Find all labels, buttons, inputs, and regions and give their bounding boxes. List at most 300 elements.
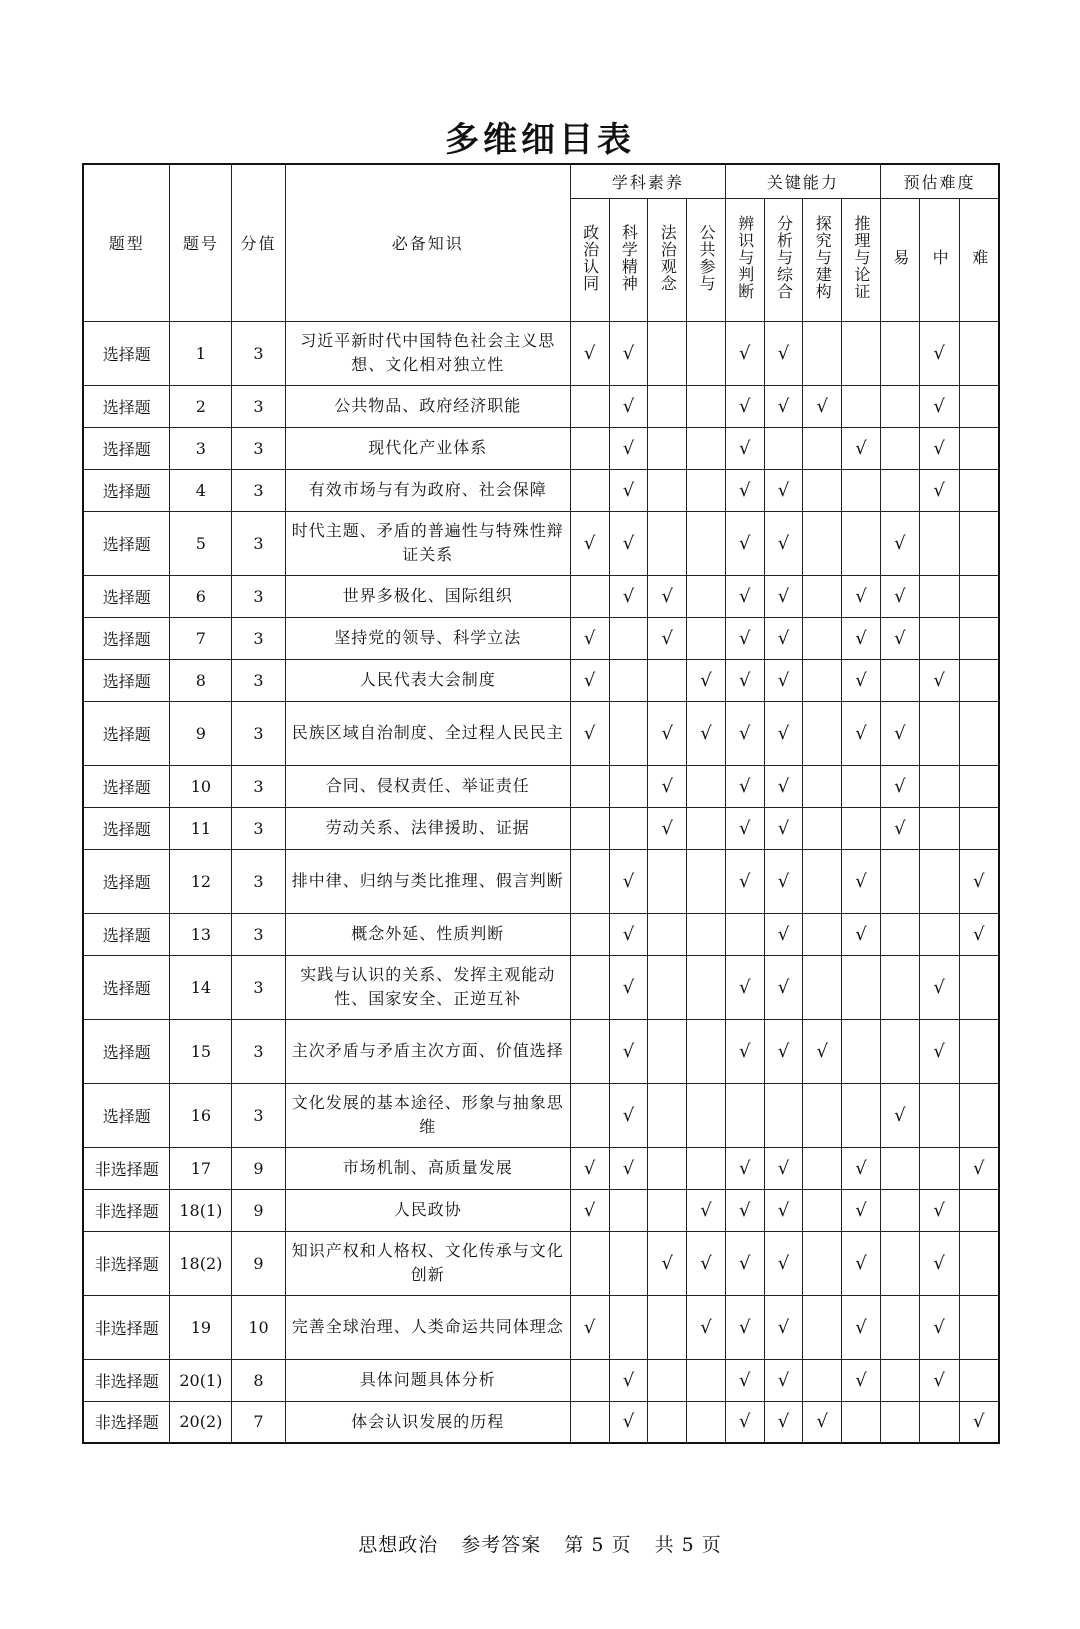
check-mark-icon: √ [583, 342, 596, 364]
cell-4 [725, 913, 764, 955]
header-score: 分值 [232, 164, 285, 321]
cell-10 [959, 1295, 999, 1359]
cell-number: 17 [170, 1147, 232, 1189]
table-row [83, 1359, 999, 1401]
cell-2 [648, 1083, 687, 1147]
cell-number: 6 [170, 575, 232, 617]
cell-10 [959, 659, 999, 701]
check-mark-icon: √ [739, 976, 751, 998]
cell-5 [764, 575, 803, 617]
header-group-literacy: 学科素养 [570, 164, 725, 198]
header-sub-label: 政治认同 [580, 223, 600, 292]
cell-knowledge: 坚持党的领导、科学立法 [285, 617, 570, 659]
cell-9 [919, 849, 959, 913]
cell-1 [609, 1019, 648, 1083]
table-row [83, 1401, 999, 1443]
check-mark-icon: √ [855, 1252, 867, 1274]
table-row [83, 469, 999, 511]
cell-7 [842, 1295, 881, 1359]
cell-type: 非选择题 [83, 1401, 170, 1443]
page-title: 多维细目表 [445, 120, 635, 160]
cell-0 [570, 1147, 609, 1189]
cell-6 [803, 849, 842, 913]
check-mark-icon: √ [583, 1199, 596, 1221]
cell-score: 9 [232, 1189, 285, 1231]
cell-number: 4 [170, 469, 232, 511]
cell-2 [648, 807, 687, 849]
cell-6 [803, 1189, 842, 1231]
check-mark-icon: √ [777, 342, 790, 364]
cell-1 [609, 955, 648, 1019]
cell-4 [725, 575, 764, 617]
cell-type: 选择题 [83, 807, 170, 849]
cell-7 [842, 1359, 881, 1401]
check-mark-icon: √ [700, 1316, 712, 1338]
cell-9 [919, 575, 959, 617]
check-mark-icon: √ [933, 395, 945, 417]
check-mark-icon: √ [661, 585, 673, 607]
cell-number: 14 [170, 955, 232, 1019]
check-mark-icon: √ [622, 585, 635, 607]
check-mark-icon: √ [622, 976, 635, 998]
cell-9 [919, 701, 959, 765]
cell-0 [570, 1401, 609, 1443]
header-sub-label: 分析与综合 [774, 215, 794, 300]
cell-5 [764, 955, 803, 1019]
cell-3 [687, 807, 726, 849]
cell-score: 8 [232, 1359, 285, 1401]
cell-3 [687, 1359, 726, 1401]
cell-5 [764, 1401, 803, 1443]
cell-type: 选择题 [83, 1083, 170, 1147]
cell-number: 18(1) [170, 1189, 232, 1231]
cell-2 [648, 913, 687, 955]
cell-3 [687, 1295, 726, 1359]
check-mark-icon: √ [739, 1369, 751, 1391]
check-mark-icon: √ [933, 479, 945, 501]
cell-9 [919, 321, 959, 385]
cell-number: 7 [170, 617, 232, 659]
check-mark-icon: √ [583, 722, 596, 744]
header-sub-3 [687, 198, 726, 321]
check-mark-icon: √ [622, 923, 635, 945]
cell-type: 选择题 [83, 321, 170, 385]
cell-number: 10 [170, 765, 232, 807]
cell-10 [959, 469, 999, 511]
cell-1 [609, 1401, 648, 1443]
cell-6 [803, 385, 842, 427]
check-mark-icon: √ [855, 627, 867, 649]
header-sub-label: 易 [890, 249, 910, 266]
cell-0 [570, 701, 609, 765]
check-mark-icon: √ [855, 722, 867, 744]
footer-doc: 参考答案 [461, 1534, 542, 1556]
header-sub-8 [880, 198, 919, 321]
cell-1 [609, 913, 648, 955]
check-mark-icon: √ [933, 1199, 945, 1221]
cell-score: 3 [232, 427, 285, 469]
cell-5 [764, 1231, 803, 1295]
check-mark-icon: √ [622, 342, 635, 364]
cell-10 [959, 701, 999, 765]
cell-9 [919, 765, 959, 807]
cell-type: 选择题 [83, 849, 170, 913]
cell-knowledge: 公共物品、政府经济职能 [285, 385, 570, 427]
cell-3 [687, 575, 726, 617]
check-mark-icon: √ [855, 1199, 867, 1221]
header-sub-label: 探究与建构 [813, 215, 833, 300]
check-mark-icon: √ [894, 775, 906, 797]
check-mark-icon: √ [855, 437, 867, 459]
check-mark-icon: √ [739, 1157, 751, 1179]
check-mark-icon: √ [973, 923, 985, 945]
cell-knowledge: 民族区域自治制度、全过程人民民主 [285, 701, 570, 765]
cell-0 [570, 1295, 609, 1359]
check-mark-icon: √ [661, 1252, 673, 1274]
cell-1 [609, 385, 648, 427]
cell-0 [570, 807, 609, 849]
cell-8 [880, 1083, 919, 1147]
cell-8 [880, 427, 919, 469]
check-mark-icon: √ [894, 532, 906, 554]
cell-2 [648, 849, 687, 913]
cell-8 [880, 321, 919, 385]
cell-9 [919, 385, 959, 427]
cell-number: 8 [170, 659, 232, 701]
check-mark-icon: √ [973, 1157, 985, 1179]
check-mark-icon: √ [622, 532, 635, 554]
check-mark-icon: √ [700, 1199, 712, 1221]
cell-1 [609, 1295, 648, 1359]
cell-5 [764, 1083, 803, 1147]
cell-knowledge: 人民代表大会制度 [285, 659, 570, 701]
cell-10 [959, 385, 999, 427]
cell-2 [648, 701, 687, 765]
table-row [83, 765, 999, 807]
cell-knowledge: 人民政协 [285, 1189, 570, 1231]
table-row [83, 1083, 999, 1147]
cell-1 [609, 469, 648, 511]
cell-9 [919, 469, 959, 511]
cell-7 [842, 385, 881, 427]
header-sub-6 [803, 198, 842, 321]
cell-7 [842, 807, 881, 849]
check-mark-icon: √ [777, 627, 790, 649]
cell-9 [919, 1189, 959, 1231]
table-row [83, 511, 999, 575]
check-mark-icon: √ [739, 1252, 751, 1274]
cell-10 [959, 807, 999, 849]
check-mark-icon: √ [700, 669, 712, 691]
cell-5 [764, 765, 803, 807]
check-mark-icon: √ [661, 817, 673, 839]
cell-6 [803, 1359, 842, 1401]
cell-8 [880, 1231, 919, 1295]
cell-type: 选择题 [83, 575, 170, 617]
cell-5 [764, 427, 803, 469]
cell-number: 15 [170, 1019, 232, 1083]
cell-7 [842, 1019, 881, 1083]
cell-4 [725, 1295, 764, 1359]
cell-1 [609, 701, 648, 765]
check-mark-icon: √ [777, 1199, 790, 1221]
cell-7 [842, 1189, 881, 1231]
cell-3 [687, 1401, 726, 1443]
cell-4 [725, 659, 764, 701]
cell-type: 选择题 [83, 701, 170, 765]
cell-0 [570, 511, 609, 575]
cell-6 [803, 955, 842, 1019]
cell-3 [687, 1189, 726, 1231]
cell-9 [919, 511, 959, 575]
cell-9 [919, 427, 959, 469]
cell-7 [842, 617, 881, 659]
cell-number: 19 [170, 1295, 232, 1359]
cell-7 [842, 321, 881, 385]
cell-5 [764, 701, 803, 765]
check-mark-icon: √ [622, 437, 635, 459]
cell-2 [648, 1019, 687, 1083]
check-mark-icon: √ [933, 1040, 945, 1062]
check-mark-icon: √ [661, 775, 673, 797]
cell-4 [725, 427, 764, 469]
check-mark-icon: √ [622, 1040, 635, 1062]
cell-9 [919, 617, 959, 659]
cell-3 [687, 385, 726, 427]
cell-4 [725, 955, 764, 1019]
check-mark-icon: √ [739, 627, 751, 649]
cell-10 [959, 575, 999, 617]
check-mark-icon: √ [777, 532, 790, 554]
cell-knowledge: 有效市场与有为政府、社会保障 [285, 469, 570, 511]
check-mark-icon: √ [933, 437, 945, 459]
cell-0 [570, 427, 609, 469]
cell-3 [687, 1231, 726, 1295]
footer-subject: 思想政治 [358, 1534, 439, 1556]
cell-1 [609, 807, 648, 849]
cell-0 [570, 385, 609, 427]
cell-5 [764, 385, 803, 427]
cell-6 [803, 807, 842, 849]
cell-8 [880, 955, 919, 1019]
header-group-difficulty: 预估难度 [880, 164, 999, 198]
cell-8 [880, 1147, 919, 1189]
check-mark-icon: √ [855, 870, 867, 892]
check-mark-icon: √ [700, 722, 712, 744]
cell-score: 3 [232, 575, 285, 617]
cell-number: 11 [170, 807, 232, 849]
footer-total: 共 5 页 [654, 1534, 722, 1556]
check-mark-icon: √ [933, 342, 945, 364]
cell-knowledge: 实践与认识的关系、发挥主观能动性、国家安全、正逆互补 [285, 955, 570, 1019]
cell-score: 3 [232, 511, 285, 575]
cell-8 [880, 1189, 919, 1231]
cell-6 [803, 617, 842, 659]
check-mark-icon: √ [622, 1411, 635, 1433]
cell-1 [609, 1147, 648, 1189]
table-row [83, 955, 999, 1019]
table-row [83, 701, 999, 765]
check-mark-icon: √ [739, 775, 751, 797]
cell-4 [725, 1189, 764, 1231]
cell-score: 9 [232, 1231, 285, 1295]
cell-9 [919, 1019, 959, 1083]
footer-page: 第 5 页 [564, 1534, 632, 1556]
cell-knowledge: 劳动关系、法律援助、证据 [285, 807, 570, 849]
page-footer [0, 1530, 1080, 1557]
cell-0 [570, 617, 609, 659]
header-type: 题型 [83, 164, 170, 321]
cell-knowledge: 概念外延、性质判断 [285, 913, 570, 955]
cell-score: 3 [232, 617, 285, 659]
cell-3 [687, 659, 726, 701]
cell-5 [764, 807, 803, 849]
check-mark-icon: √ [777, 1040, 790, 1062]
cell-5 [764, 1359, 803, 1401]
header-sub-label: 中 [930, 249, 950, 266]
cell-6 [803, 1019, 842, 1083]
cell-0 [570, 1189, 609, 1231]
cell-9 [919, 1083, 959, 1147]
cell-9 [919, 913, 959, 955]
header-sub-label: 难 [969, 249, 989, 266]
cell-knowledge: 合同、侵权责任、举证责任 [285, 765, 570, 807]
cell-3 [687, 955, 726, 1019]
cell-score: 3 [232, 1083, 285, 1147]
header-sub-7 [842, 198, 881, 321]
check-mark-icon: √ [777, 395, 790, 417]
cell-1 [609, 849, 648, 913]
header-sub-9 [919, 198, 959, 321]
check-mark-icon: √ [777, 976, 790, 998]
cell-3 [687, 1019, 726, 1083]
check-mark-icon: √ [583, 1157, 596, 1179]
check-mark-icon: √ [777, 722, 790, 744]
cell-0 [570, 1083, 609, 1147]
cell-type: 选择题 [83, 913, 170, 955]
check-mark-icon: √ [739, 669, 751, 691]
cell-number: 13 [170, 913, 232, 955]
cell-type: 选择题 [83, 617, 170, 659]
check-mark-icon: √ [739, 532, 751, 554]
cell-type: 选择题 [83, 385, 170, 427]
cell-score: 3 [232, 807, 285, 849]
cell-8 [880, 1359, 919, 1401]
table-row [83, 1019, 999, 1083]
cell-score: 3 [232, 913, 285, 955]
check-mark-icon: √ [894, 627, 906, 649]
cell-2 [648, 955, 687, 1019]
check-mark-icon: √ [777, 1157, 790, 1179]
cell-8 [880, 849, 919, 913]
cell-6 [803, 469, 842, 511]
cell-8 [880, 511, 919, 575]
check-mark-icon: √ [933, 1316, 945, 1338]
header-number: 题号 [170, 164, 232, 321]
cell-2 [648, 617, 687, 659]
cell-knowledge: 主次矛盾与矛盾主次方面、价值选择 [285, 1019, 570, 1083]
check-mark-icon: √ [700, 1252, 712, 1274]
cell-2 [648, 427, 687, 469]
cell-2 [648, 511, 687, 575]
cell-4 [725, 701, 764, 765]
cell-type: 选择题 [83, 427, 170, 469]
cell-9 [919, 1231, 959, 1295]
cell-6 [803, 1231, 842, 1295]
header-sub-4 [725, 198, 764, 321]
cell-score: 3 [232, 469, 285, 511]
cell-6 [803, 1083, 842, 1147]
cell-0 [570, 575, 609, 617]
table-row [83, 617, 999, 659]
cell-7 [842, 701, 881, 765]
cell-10 [959, 427, 999, 469]
check-mark-icon: √ [622, 479, 635, 501]
cell-0 [570, 321, 609, 385]
check-mark-icon: √ [739, 585, 751, 607]
header-sub-10 [959, 198, 999, 321]
check-mark-icon: √ [739, 1316, 751, 1338]
cell-score: 3 [232, 849, 285, 913]
cell-5 [764, 321, 803, 385]
cell-10 [959, 321, 999, 385]
cell-6 [803, 1401, 842, 1443]
table-row [83, 659, 999, 701]
cell-5 [764, 913, 803, 955]
check-mark-icon: √ [894, 722, 906, 744]
cell-10 [959, 913, 999, 955]
check-mark-icon: √ [622, 1157, 635, 1179]
cell-score: 3 [232, 955, 285, 1019]
check-mark-icon: √ [933, 976, 945, 998]
check-mark-icon: √ [739, 479, 751, 501]
cell-6 [803, 913, 842, 955]
cell-9 [919, 1401, 959, 1443]
cell-1 [609, 765, 648, 807]
cell-number: 16 [170, 1083, 232, 1147]
check-mark-icon: √ [894, 817, 906, 839]
cell-10 [959, 1083, 999, 1147]
cell-10 [959, 765, 999, 807]
check-mark-icon: √ [933, 1252, 945, 1274]
cell-2 [648, 469, 687, 511]
check-mark-icon: √ [739, 342, 751, 364]
check-mark-icon: √ [933, 1369, 945, 1391]
cell-1 [609, 1189, 648, 1231]
cell-10 [959, 1359, 999, 1401]
cell-knowledge: 现代化产业体系 [285, 427, 570, 469]
check-mark-icon: √ [777, 1252, 790, 1274]
cell-knowledge: 时代主题、矛盾的普遍性与特殊性辩证关系 [285, 511, 570, 575]
cell-score: 3 [232, 385, 285, 427]
cell-4 [725, 1083, 764, 1147]
cell-type: 非选择题 [83, 1295, 170, 1359]
cell-6 [803, 1295, 842, 1359]
header-group-ability: 关键能力 [725, 164, 880, 198]
cell-4 [725, 511, 764, 575]
cell-4 [725, 1231, 764, 1295]
cell-6 [803, 659, 842, 701]
cell-2 [648, 385, 687, 427]
cell-8 [880, 659, 919, 701]
cell-7 [842, 849, 881, 913]
cell-score: 3 [232, 321, 285, 385]
check-mark-icon: √ [739, 395, 751, 417]
cell-5 [764, 1147, 803, 1189]
cell-10 [959, 511, 999, 575]
check-mark-icon: √ [777, 1411, 790, 1433]
cell-8 [880, 1295, 919, 1359]
